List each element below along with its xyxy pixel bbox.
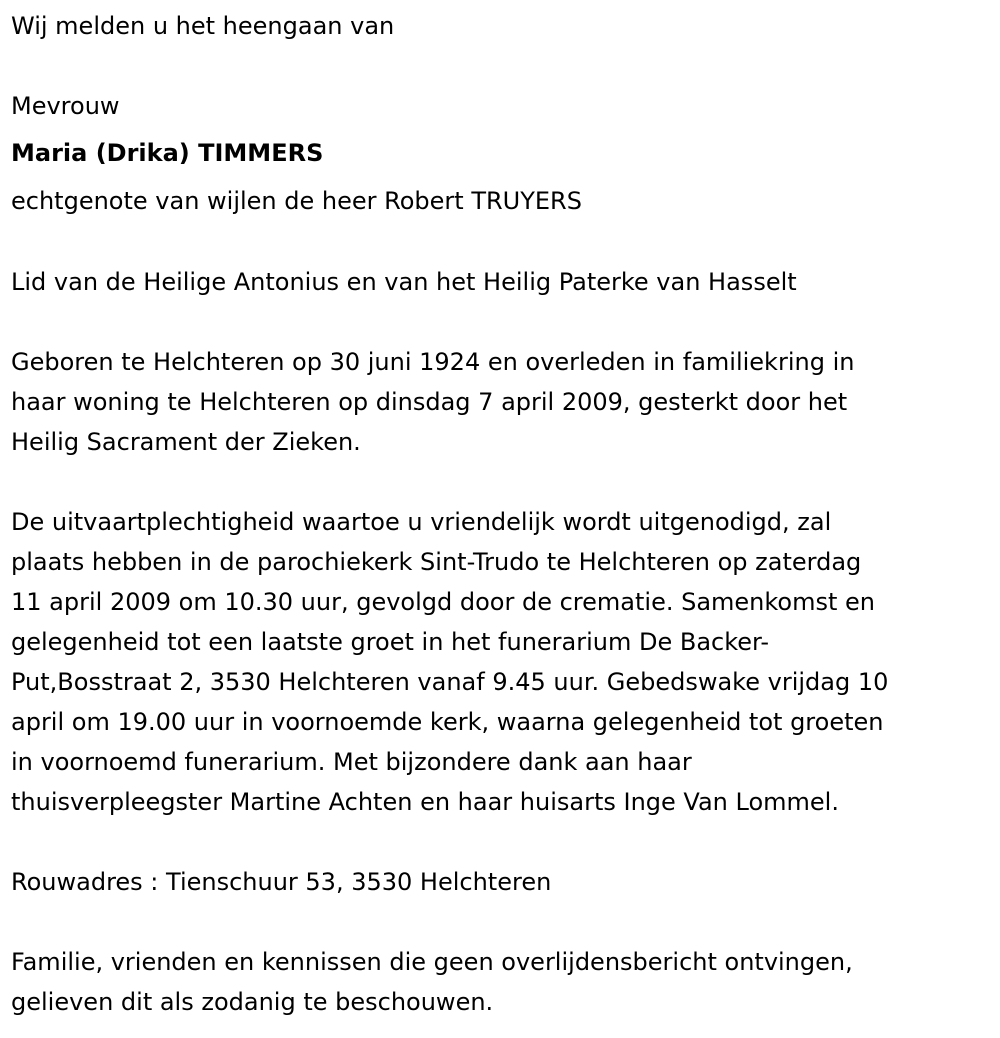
spacer — [11, 902, 991, 942]
deceased-name: Maria (Drika) TIMMERS — [11, 139, 324, 167]
spacer — [11, 462, 991, 502]
salutation: Mevrouw — [11, 92, 120, 120]
paragraph-line: Heilig Sacrament der Zieken. — [11, 428, 361, 456]
spacer — [11, 222, 991, 262]
spacer — [11, 302, 991, 342]
death-notice — [11, 6, 991, 1022]
spacer — [11, 46, 991, 86]
paragraph-line: in voornoemd funerarium. Met bijzondere dank aan haar — [11, 748, 692, 776]
membership-line: Lid van de Heilige Antonius en van het Heilig Paterke van Hasselt — [11, 268, 797, 296]
spacer — [11, 822, 991, 862]
paragraph-line: 11 april 2009 om 10.30 uur, gevolgd door de crematie. Samenkomst en — [11, 588, 876, 616]
intro-text: Wij melden u het heengaan van — [11, 12, 395, 40]
paragraph-line: gelieven dit als zodanig te beschouwen. — [11, 988, 494, 1016]
paragraph-line: haar woning te Helchteren op dinsdag 7 april 2009, gesterkt door het — [11, 388, 848, 416]
closing-paragraph — [11, 942, 991, 1022]
mourning-address: Rouwadres : Tienschuur 53, 3530 Helchteren — [11, 868, 552, 896]
paragraph-line: Geboren te Helchteren op 30 juni 1924 en overleden in familiekring in — [11, 348, 855, 376]
paragraph-line: gelegenheid tot een laatste groet in het funerarium De Backer- — [11, 628, 770, 656]
funeral-paragraph — [11, 502, 991, 822]
paragraph-line: Familie, vrienden en kennissen die geen overlijdensbericht ontvingen, — [11, 948, 853, 976]
paragraph-line: De uitvaartplechtigheid waartoe u vriendelijk wordt uitgenodigd, zal — [11, 508, 832, 536]
paragraph-line: plaats hebben in de parochiekerk Sint-Trudo te Helchteren op zaterdag — [11, 548, 862, 576]
spouse-line: echtgenote van wijlen de heer Robert TRUYERS — [11, 187, 582, 215]
paragraph-line: thuisverpleegster Martine Achten en haar huisarts Inge Van Lommel. — [11, 788, 839, 816]
birth-death-paragraph — [11, 342, 991, 462]
paragraph-line: Put,Bosstraat 2, 3530 Helchteren vanaf 9.45 uur. Gebedswake vrijdag 10 — [11, 668, 889, 696]
paragraph-line: april om 19.00 uur in voornoemde kerk, waarna gelegenheid tot groeten — [11, 708, 884, 736]
